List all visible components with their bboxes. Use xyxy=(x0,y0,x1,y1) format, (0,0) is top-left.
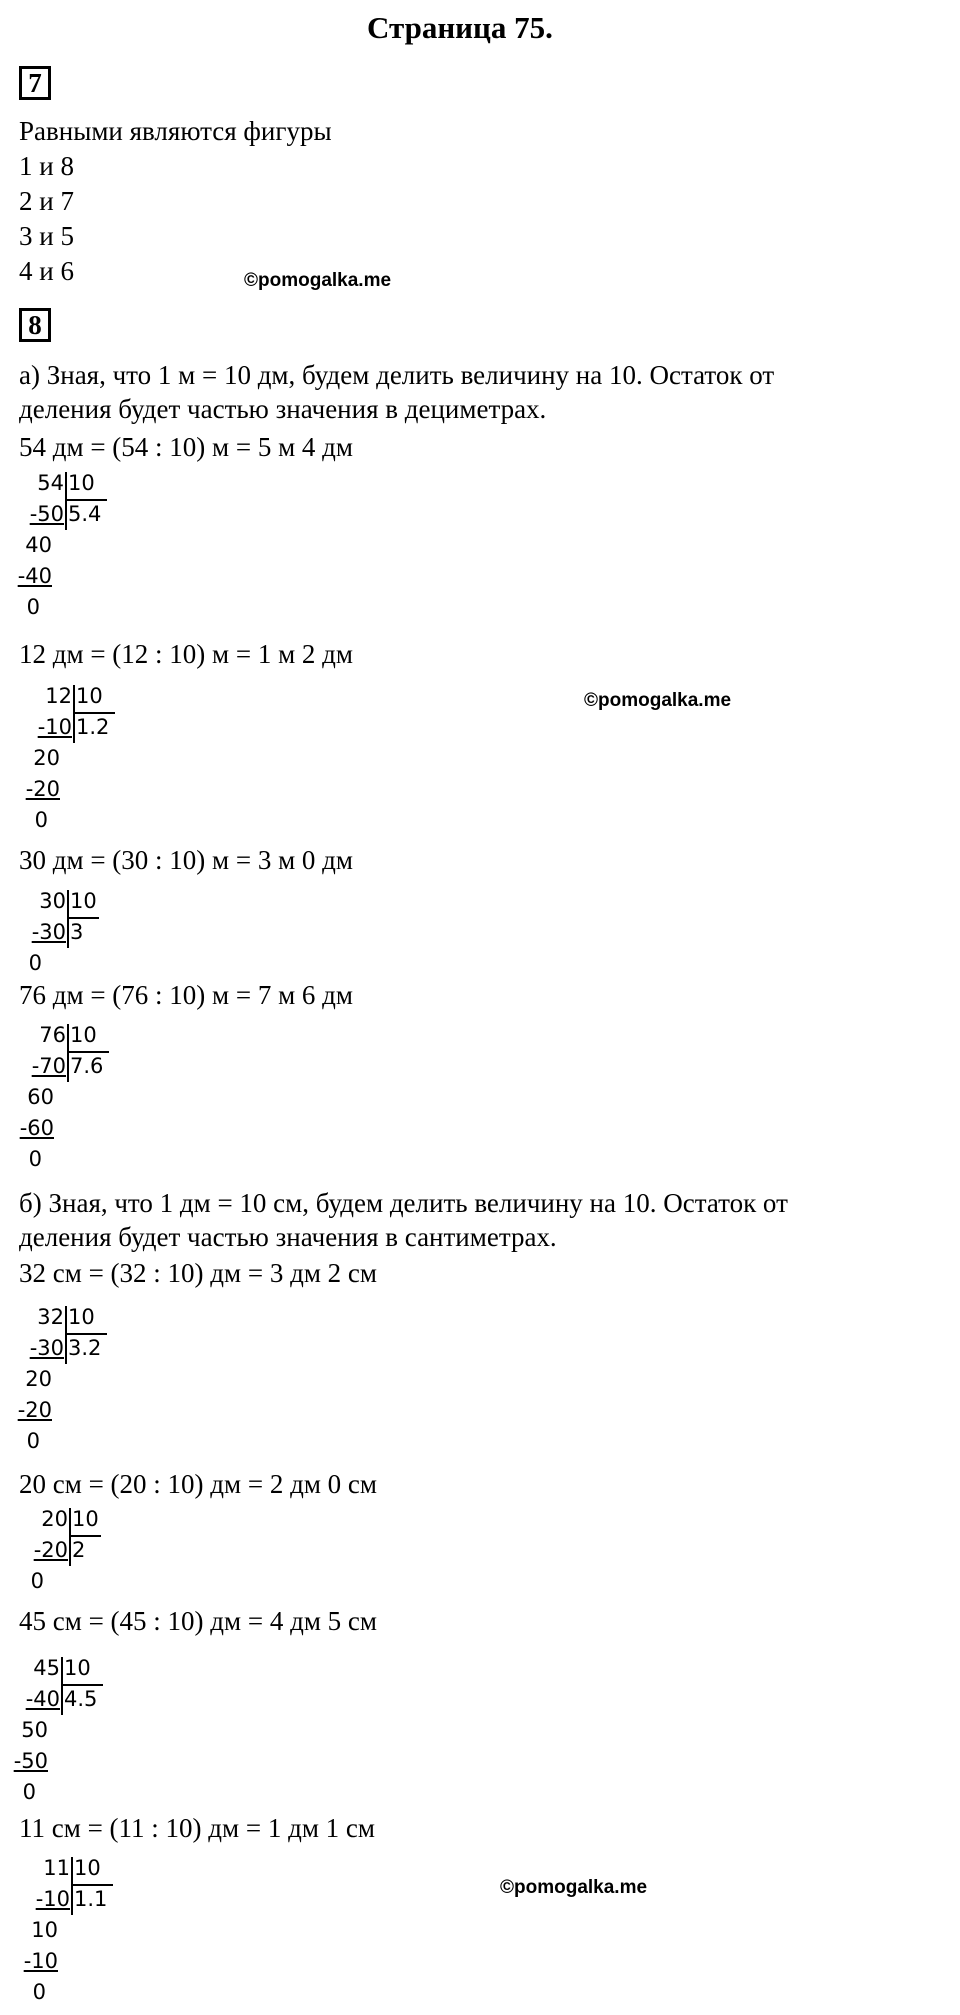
dividend-row: 20 xyxy=(33,746,60,770)
long-division xyxy=(13,1655,136,1815)
equation-line: 32 см = (32 : 10) дм = 3 дм 2 см xyxy=(19,1258,377,1288)
quotient: 2 xyxy=(72,1538,86,1562)
remainder: 0 xyxy=(22,1780,36,1804)
subtrahend: -10 xyxy=(37,715,72,739)
quotient: 4.5 xyxy=(64,1687,98,1711)
intro-line: б) Зная, что 1 дм = 10 см, будем делить величину на 10. Остаток от xyxy=(19,1188,788,1218)
subtrahend: -10 xyxy=(23,1949,58,1973)
quotient: 1.2 xyxy=(76,715,110,739)
divisor: 10 xyxy=(70,889,97,913)
remainder: 0 xyxy=(32,1980,46,2004)
equation-line: 45 см = (45 : 10) дм = 4 дм 5 см xyxy=(19,1606,377,1636)
subtrahend: -40 xyxy=(25,1687,60,1711)
divisor: 10 xyxy=(68,471,95,495)
division-rule xyxy=(67,917,99,919)
divisor: 10 xyxy=(76,684,103,708)
task-7-line: 1 и 8 xyxy=(19,151,74,181)
divisor: 10 xyxy=(74,1856,101,1880)
division-bar xyxy=(65,472,67,530)
page-title: Страница 75. xyxy=(367,10,553,45)
subtrahend: -40 xyxy=(17,564,52,588)
subtrahend: -50 xyxy=(29,502,64,526)
task-7-line: 3 и 5 xyxy=(19,221,74,251)
dividend-row: 40 xyxy=(25,533,52,557)
task-7-number: 7 xyxy=(19,66,51,100)
dividend-row: 11 xyxy=(43,1856,70,1880)
subtrahend: -20 xyxy=(33,1538,68,1562)
dividend-row: 60 xyxy=(27,1085,54,1109)
task-8a-intro xyxy=(19,358,774,426)
division-bar xyxy=(67,890,69,948)
equation-line: 30 дм = (30 : 10) м = 3 м 0 дм xyxy=(19,845,354,875)
dividend-row: 12 xyxy=(45,684,72,708)
dividend-row: 30 xyxy=(39,889,66,913)
divisor: 10 xyxy=(64,1656,91,1680)
division-rule xyxy=(65,1333,107,1335)
watermark: ©pomogalka.me xyxy=(244,270,392,291)
long-division xyxy=(24,1506,144,1602)
division-rule xyxy=(73,712,115,714)
dividend-row: 20 xyxy=(41,1507,68,1531)
quotient: 1.1 xyxy=(74,1887,108,1911)
division-rule xyxy=(67,1051,109,1053)
quotient: 7.6 xyxy=(70,1054,104,1078)
subtrahend: -30 xyxy=(29,1336,64,1360)
remainder: 0 xyxy=(28,951,42,975)
division-rule xyxy=(69,1535,101,1537)
division-bar xyxy=(69,1508,71,1566)
watermark: ©pomogalka.me xyxy=(500,1877,648,1898)
subtrahend: -30 xyxy=(31,920,66,944)
long-division xyxy=(17,1304,140,1464)
subtrahend: -60 xyxy=(19,1116,54,1140)
long-division xyxy=(17,470,140,630)
division-bar xyxy=(65,1306,67,1364)
division-bar xyxy=(71,1857,73,1915)
subtrahend: -70 xyxy=(31,1054,66,1078)
divisor: 10 xyxy=(70,1023,97,1047)
equation-line: 20 см = (20 : 10) дм = 2 дм 0 см xyxy=(19,1469,377,1499)
task-8b-intro xyxy=(19,1186,788,1254)
dividend-row: 45 xyxy=(33,1656,60,1680)
equation-line: 76 дм = (76 : 10) м = 7 м 6 дм xyxy=(19,980,354,1010)
task-7-line: Равными являются фигуры xyxy=(19,116,332,146)
equation-line: 54 дм = (54 : 10) м = 5 м 4 дм xyxy=(19,432,354,462)
equation-line: 12 дм = (12 : 10) м = 1 м 2 дм xyxy=(19,639,354,669)
divisor: 10 xyxy=(72,1507,99,1531)
dividend-row: 50 xyxy=(21,1718,48,1742)
long-division xyxy=(23,1855,146,2015)
divisor: 10 xyxy=(68,1305,95,1329)
intro-line: деления будет частью значения в сантиметрах. xyxy=(19,1222,557,1252)
intro-line: деления будет частью значения в дециметрах. xyxy=(19,394,547,424)
division-bar xyxy=(67,1024,69,1082)
remainder: 0 xyxy=(26,1429,40,1453)
dividend-row: 54 xyxy=(37,471,64,495)
task-7-text xyxy=(19,114,332,288)
task-7-line: 2 и 7 xyxy=(19,186,74,216)
task-7-line: 4 и 6 xyxy=(19,256,74,286)
subtrahend: -20 xyxy=(25,777,60,801)
division-bar xyxy=(73,685,75,743)
quotient: 3 xyxy=(70,920,84,944)
long-division xyxy=(22,888,142,984)
remainder: 0 xyxy=(30,1569,44,1593)
remainder: 0 xyxy=(28,1147,42,1171)
division-bar xyxy=(61,1657,63,1715)
subtrahend: -10 xyxy=(35,1887,70,1911)
dividend-row: 10 xyxy=(31,1918,58,1942)
remainder: 0 xyxy=(34,808,48,832)
equation-line: 11 см = (11 : 10) дм = 1 дм 1 см xyxy=(19,1813,375,1843)
subtrahend: -20 xyxy=(17,1398,52,1422)
long-division xyxy=(25,683,148,843)
quotient: 3.2 xyxy=(68,1336,102,1360)
intro-line: а) Зная, что 1 м = 10 дм, будем делить величину на 10. Остаток от xyxy=(19,360,775,390)
task-8-number: 8 xyxy=(19,308,51,342)
division-rule xyxy=(61,1684,103,1686)
division-rule xyxy=(71,1884,113,1886)
dividend-row: 32 xyxy=(37,1305,64,1329)
subtrahend: -50 xyxy=(13,1749,48,1773)
dividend-row: 20 xyxy=(25,1367,52,1391)
division-rule xyxy=(65,499,107,501)
dividend-row: 76 xyxy=(39,1023,66,1047)
quotient: 5.4 xyxy=(68,502,102,526)
remainder: 0 xyxy=(26,595,40,619)
watermark: ©pomogalka.me xyxy=(584,690,732,711)
long-division xyxy=(19,1022,142,1182)
